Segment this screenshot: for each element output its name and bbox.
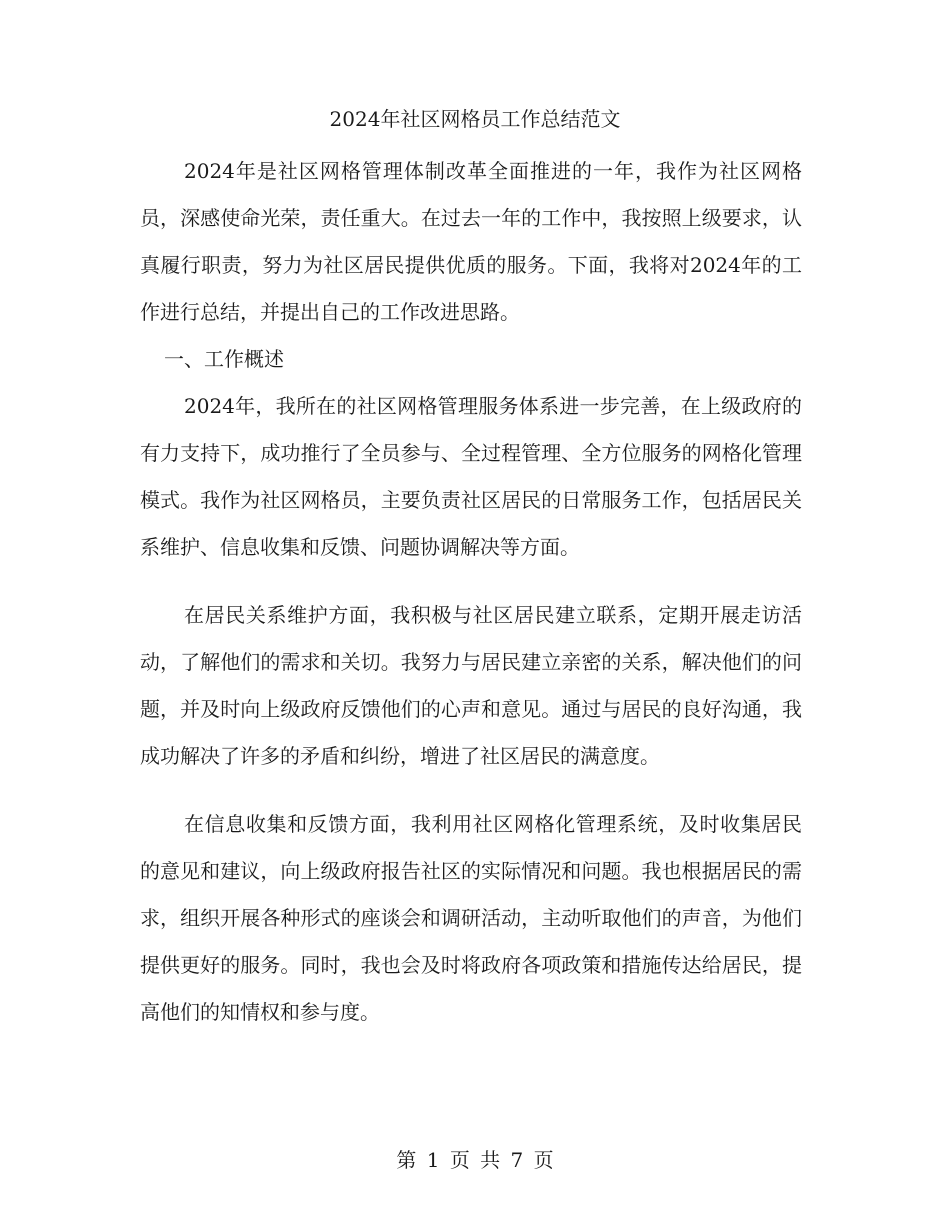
section-heading-overview: 一、工作概述 — [164, 347, 284, 371]
paragraph-information-feedback: 在信息收集和反馈方面，我利用社区网格化管理系统，及时收集居民的意见和建议，向上级政府报告社区的实际情况和问题。我也根据居民的需求，组织开展各种形式的座谈会和调研活动，主动听取他们的声音，为他们提供更好的服务。同时，我也会及时将政府各项政策和措施传达给居民，提高他们的知情权和参与度。 — [140, 812, 802, 1024]
paragraph-overview: 2024年，我所在的社区网格管理服务体系进一步完善，在上级政府的有力支持下，成功推行了全员参与、全过程管理、全方位服务的网格化管理模式。我作为社区网格员，主要负责社区居民的日常服务工作，包括居民关系维护、信息收集和反馈、问题协调解决等方面。 — [140, 394, 802, 559]
paragraph-resident-relations: 在居民关系维护方面，我积极与社区居民建立联系，定期开展走访活动，了解他们的需求和关切。我努力与居民建立亲密的关系，解决他们的问题，并及时向上级政府反馈他们的心声和意见。通过与居民的良好沟通，我成功解决了许多的矛盾和纠纷，增进了社区居民的满意度。 — [140, 603, 802, 768]
paragraph-intro: 2024年是社区网格管理体制改革全面推进的一年，我作为社区网格员，深感使命光荣，责任重大。在过去一年的工作中，我按照上级要求，认真履行职责，努力为社区居民提供优质的服务。下面，我将对2024年的工作进行总结，并提出自己的工作改进思路。 — [140, 159, 802, 324]
document-body — [140, 148, 802, 1036]
document-title: 2024年社区网格员工作总结范文 — [329, 107, 621, 131]
page-number-footer: 第 1 页 共 7 页 — [396, 1148, 554, 1172]
